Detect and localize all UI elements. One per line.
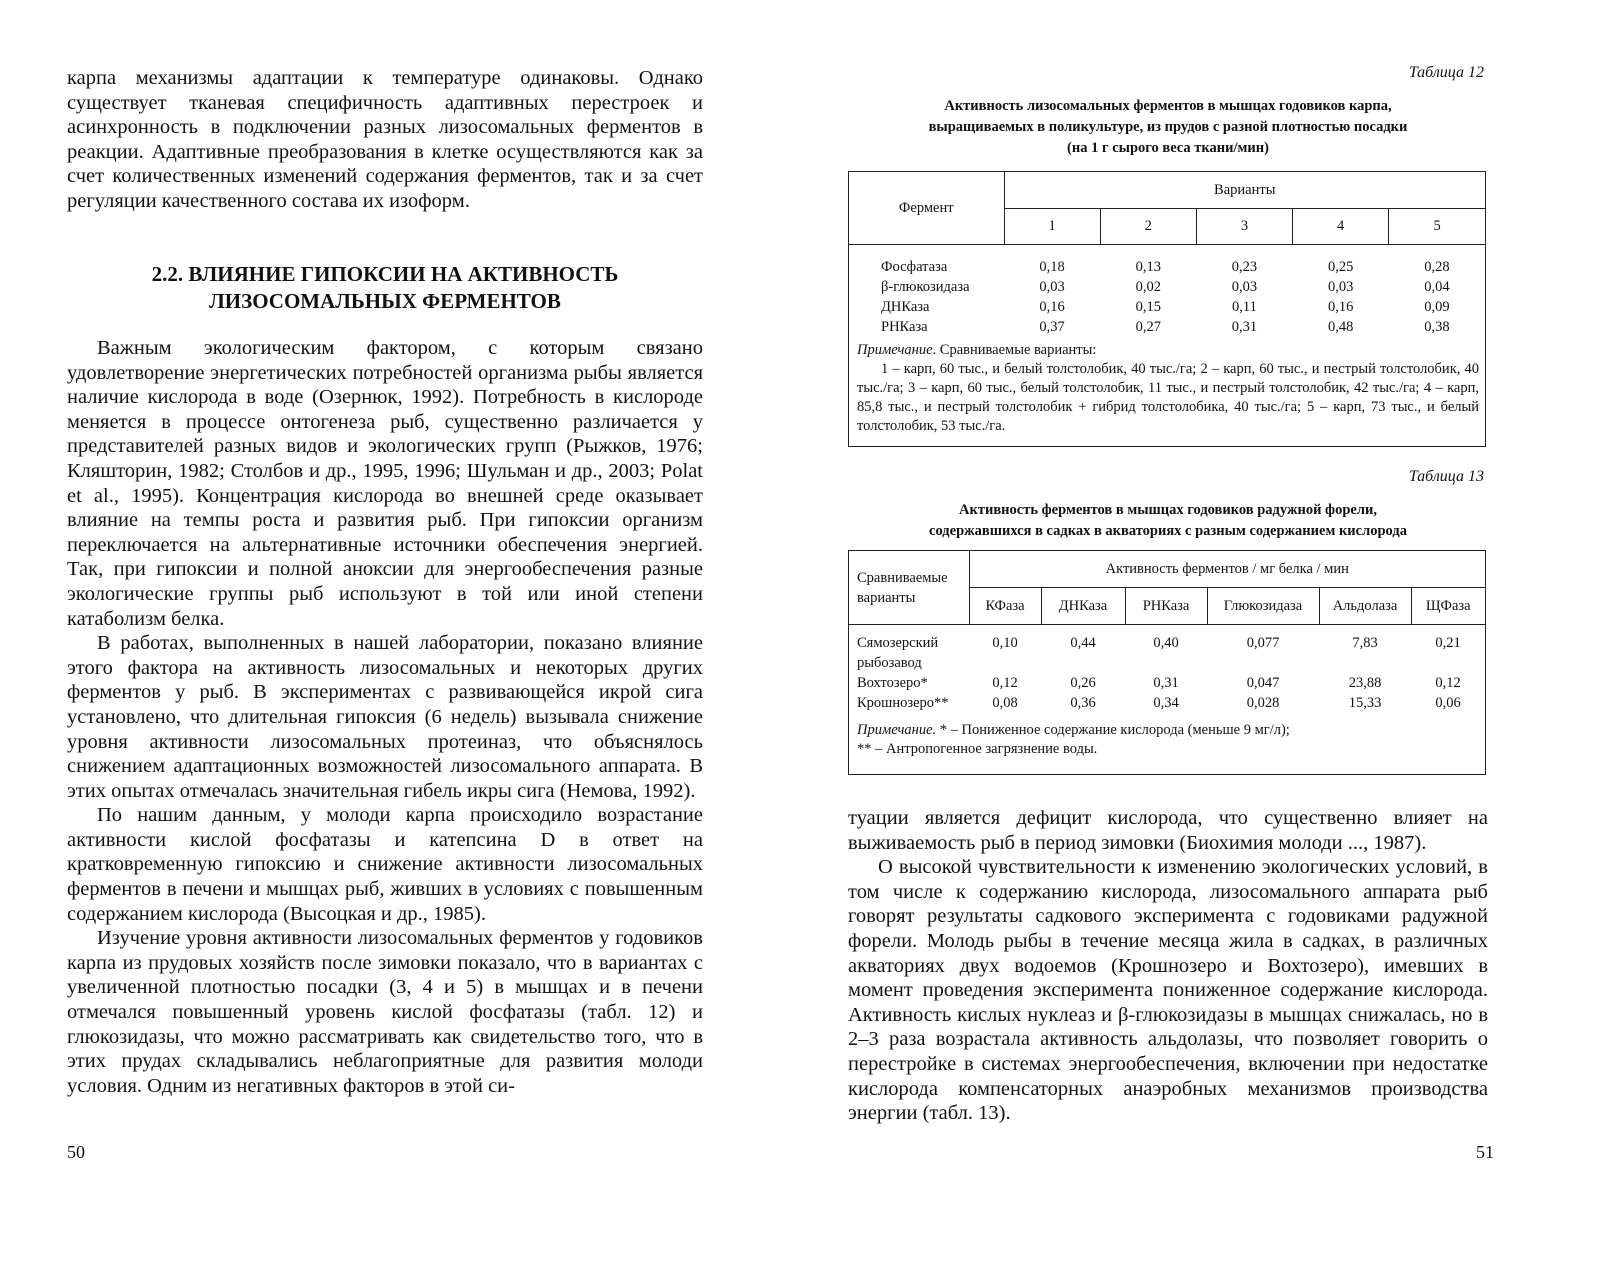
table-row: [849, 297, 1485, 317]
table-cell: 0,48: [1327, 319, 1354, 335]
table12-title-line3: (на 1 г сырого веса ткани/мин): [1067, 140, 1269, 156]
table-cell: 0,04: [1424, 279, 1450, 295]
table-cell: 0,077: [1246, 635, 1280, 651]
table-cell: 15,33: [1348, 695, 1382, 711]
table-cell: 0,21: [1435, 635, 1461, 651]
table-cell: 0,27: [1135, 319, 1161, 335]
table-cell-name: ДНКаза: [881, 299, 930, 315]
table-cell: 0,03: [1327, 279, 1354, 295]
section-heading: [67, 261, 703, 315]
table12-title: [848, 96, 1488, 159]
table-cell: 0,31: [1231, 319, 1258, 335]
table-cell: 0,36: [1070, 695, 1096, 711]
table-cell: 0,11: [1232, 299, 1257, 315]
table-cell-name: Фосфатаза: [881, 259, 948, 275]
table-row: [849, 693, 1485, 713]
table12-note-body: 1 – карп, 60 тыс., и белый толстолобик, 40 тыс./га; 2 – карп, 60 тыс., и пестрый толстолобик, 40 тыс./га; 3 – карп, 60 тыс., белый толстолобик, 11 тыс., и пестрый толстолобик, 42 тыс./га; 4 – карп, 85,8 тыс., и пестрый толстолобик + гибрид толстолобика, 40 тыс./га; 5 – карп, 73 тыс., и белый толстолобик, 53 тыс./га.: [857, 361, 1479, 434]
table12-title-line1: Активность лизосомальных ферментов в мышцах годовиков карпа,: [944, 98, 1392, 114]
table-row: [849, 257, 1485, 277]
left-intro-block: [67, 66, 703, 214]
table13-label: Таблица 13: [1408, 468, 1484, 485]
table-cell-name: Крошнозеро**: [857, 695, 949, 711]
table13-title-line1: Активность ферментов в мышцах годовиков радужной форели,: [959, 502, 1377, 518]
table-row: [849, 317, 1485, 337]
table-cell: 0,13: [1135, 259, 1161, 275]
table-cell: 0,31: [1153, 675, 1179, 691]
table13-grid: [849, 551, 1485, 713]
table-cell: 0,25: [1327, 259, 1354, 275]
table-cell: 7,83: [1352, 635, 1378, 651]
table-cell: 0,38: [1424, 319, 1450, 335]
table-cell: 0,44: [1070, 635, 1096, 651]
page-number-left: 50: [67, 1142, 85, 1162]
table12-col-header: 2: [1100, 209, 1196, 245]
table13-col-header: ДНКаза: [1041, 588, 1125, 625]
table-cell: 0,26: [1070, 675, 1096, 691]
table13-note-label: Примечание.: [857, 722, 937, 738]
paragraph: В работах, выполненных в нашей лаборатории, показано влияние этого фактора на активность лизосомальных и некоторых других ферментов у рыб. В экспериментах с развивающейся икрой сига установлено, что длительная гипоксия (6 недель) вызывала снижение уровня активности лизосомальных протеиназ, что объяснялось снижением адаптационных возможностей лизосомального аппарата. В этих опытах отмечалась значительная гибель икры сига (Немова, 1992).: [67, 632, 703, 802]
table-cell-name: β-глюкозидаза: [881, 279, 970, 295]
table12-header-variants: Варианты: [1004, 172, 1485, 209]
table-cell: 0,15: [1135, 299, 1161, 315]
table-cell: 0,03: [1231, 279, 1258, 295]
table13-col-header: ЩФаза: [1411, 588, 1485, 625]
table13-col-header: Глюкозидаза: [1207, 588, 1319, 625]
table13-header-compared: Сравниваемые варианты: [849, 551, 969, 625]
section-heading-line2: ЛИЗОСОМАЛЬНЫХ ФЕРМЕНТОВ: [209, 289, 561, 313]
table13-note-line2: ** – Антропогенное загрязнение воды.: [857, 741, 1098, 757]
right-page: [800, 0, 1600, 1263]
table13-title: [848, 500, 1488, 542]
table-cell: 0,16: [1039, 299, 1065, 315]
table12-note-intro: . Сравниваемые варианты:: [932, 342, 1097, 358]
table-cell-name: Вохтозеро*: [857, 675, 928, 691]
table12-col-header: 5: [1389, 209, 1485, 245]
table12-col-header: 1: [1004, 209, 1100, 245]
table12-grid: [849, 172, 1485, 337]
table-cell-name: РНКаза: [881, 319, 928, 335]
table-cell: 0,06: [1435, 695, 1461, 711]
table-row: [849, 633, 1485, 673]
left-main-text: [67, 336, 703, 1098]
table-row: [849, 277, 1485, 297]
table-row: [849, 673, 1485, 693]
table-cell: 0,40: [1153, 635, 1179, 651]
page-number-right: 51: [1476, 1142, 1494, 1162]
table12-note-label: Примечание: [857, 342, 933, 358]
paragraph: Изучение уровня активности лизосомальных ферментов у годовиков карпа из прудовых хозяйств после зимовки показало, что в вариантах с увеличенной плотностью посадки (3, 4 и 5) в мышцах и в печени отмечался повышенный уровень кислой фосфатазы (табл. 12) и глюкозидазы, что можно рассматривать как свидетельство того, что в этих прудах складывались неблагоприятные для развития молоди условия. Одним из негативных факторов в этой си-: [67, 927, 703, 1097]
table-cell: 0,23: [1231, 259, 1258, 275]
right-main-text: [848, 806, 1488, 1126]
table13-title-line2: содержавшихся в садках в акваториях с разным содержанием кислорода: [929, 523, 1407, 539]
table-cell: 23,88: [1348, 675, 1382, 691]
table-cell: 0,16: [1327, 299, 1354, 315]
table12-note: [857, 341, 1479, 436]
table12: [848, 171, 1486, 447]
paragraph: карпа механизмы адаптации к температуре одинаковы. Однако существует тканевая специфичность адаптивных перестроек и асинхронность в подключении разных лизосомальных ферментов в реакции. Адаптивные преобразования в клетке осуществляются как за счет количественных изменений содержания ферментов, так и за счет регуляции качественного состава их изоформ.: [67, 67, 703, 212]
table-cell: 0,18: [1039, 259, 1065, 275]
table-cell-name: Сямозерский рыбозавод: [857, 635, 939, 671]
table13-col-header: Альдолаза: [1319, 588, 1411, 625]
table-cell: 0,028: [1246, 695, 1280, 711]
section-heading-line1: 2.2. ВЛИЯНИЕ ГИПОКСИИ НА АКТИВНОСТЬ: [151, 262, 619, 286]
paragraph: О высокой чувствительности к изменению экологических условий, в том числе к содержанию кислорода, лизосомального аппарата рыб говорят результаты садкового эксперимента с годовиками радужной форели. Молодь рыбы в течение месяца жила в садках, в различных акваториях двух водоемов (Крошнозеро и Вохтозеро), имевших в момент проведения эксперимента пониженное содержание кислорода. Активность кислых нуклеаз и β-глюкозидазы в мышцах снижалась, но в 2–3 раза возрастала активность альдолазы, что позволяет говорить о перестройке в системах энергообеспечения, включении при недостатке кислорода компенсаторных анаэробных механизмов производства энергии (табл. 13).: [848, 856, 1488, 1125]
table12-col-header: 4: [1293, 209, 1389, 245]
table13-col-header: КФаза: [969, 588, 1041, 625]
table-cell: 0,09: [1424, 299, 1450, 315]
table12-label: Таблица 12: [1408, 64, 1484, 81]
table-cell: 0,12: [1435, 675, 1461, 691]
table13-header-activity: Активность ферментов / мг белка / мин: [969, 551, 1485, 588]
table12-title-line2: выращиваемых в поликультуре, из прудов с разной плотностью посадки: [928, 119, 1408, 135]
table13: [848, 550, 1486, 775]
paragraph: туации является дефицит кислорода, что существенно влияет на выживаемость рыб в период зимовки (Биохимия молоди ..., 1987).: [848, 807, 1488, 854]
table13-note-line1: * – Пониженное содержание кислорода (меньше 9 мг/л);: [936, 722, 1290, 738]
table-cell: 0,10: [992, 635, 1018, 651]
table13-note: [857, 721, 1479, 759]
table12-col-header: 3: [1196, 209, 1292, 245]
table-cell: 0,12: [992, 675, 1018, 691]
table-cell: 0,34: [1153, 695, 1179, 711]
table-cell: 0,047: [1246, 675, 1280, 691]
table-cell: 0,37: [1039, 319, 1065, 335]
table-cell: 0,08: [992, 695, 1018, 711]
table12-header-enzyme: Фермент: [849, 172, 1004, 245]
table-cell: 0,28: [1424, 259, 1450, 275]
paragraph: Важным экологическим фактором, с которым связано удовлетворение энергетических потребностей организма рыбы является наличие кислорода в воде (Озернюк, 1992). Потребность в кислороде меняется в процессе онтогенеза рыб, существенно различается у представителей разных видов и экологических групп (Рыжков, 1976; Кляшторин, 1982; Столбов и др., 1995, 1996; Шульман и др., 2003; Polat et al., 1995). Концентрация кислорода во внешней среде оказывает влияние на темпы роста и развития рыб. При гипоксии организм переключается на альтернативные источники обеспечения энергией. Так, при гипоксии и полной аноксии для энергообеспечения разные экологические группы рыб используют в той или иной степени катаболизм белка.: [67, 337, 703, 630]
table13-col-header: РНКаза: [1125, 588, 1207, 625]
table-cell: 0,03: [1039, 279, 1065, 295]
paragraph: По нашим данным, у молоди карпа происходило возрастание активности кислой фосфатазы и катепсина D в ответ на кратковременную гипоксию и снижение активности лизосомальных ферментов в печени и мышцах рыб, живших в условиях с повышенным содержанием кислорода (Высоцкая и др., 1985).: [67, 804, 703, 925]
table-cell: 0,02: [1135, 279, 1161, 295]
